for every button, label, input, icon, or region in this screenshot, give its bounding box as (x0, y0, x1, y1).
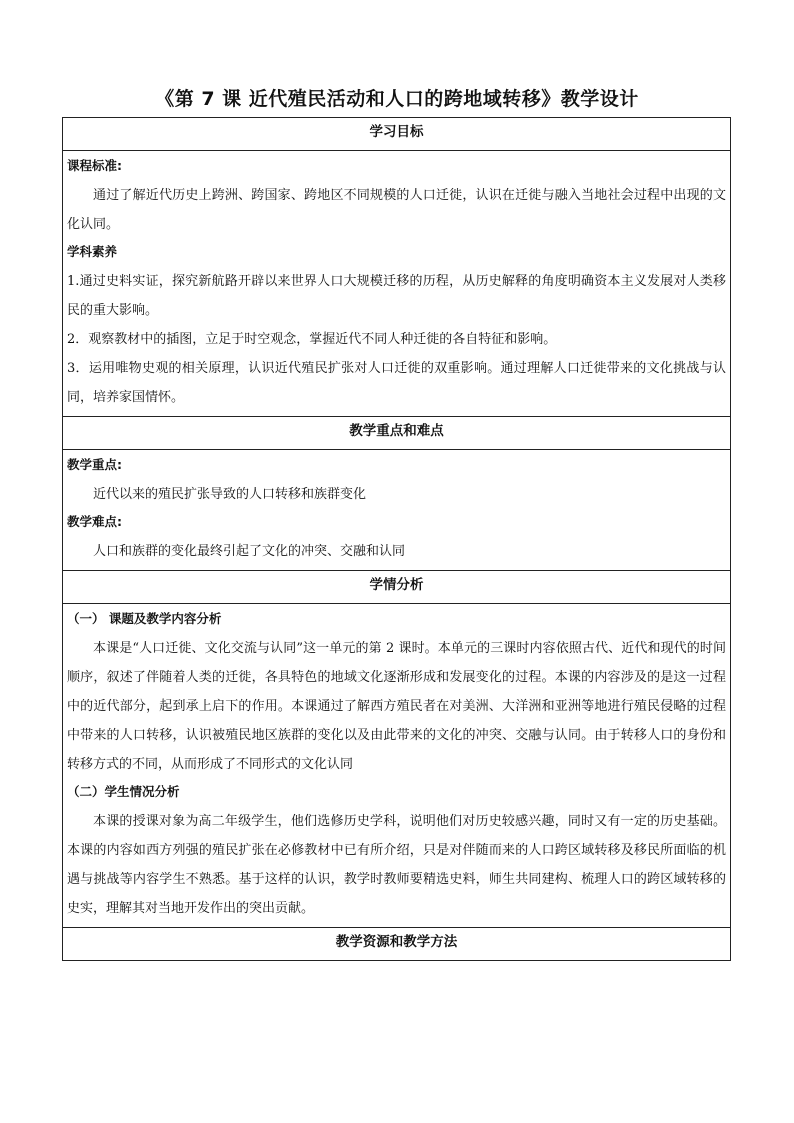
literacy-item: 1.通过史料实证，探究新航路开辟以来世界人口大规模迁移的历程，从历史解释的角度明确资本主义发展对人类移民的重大影响。 (67, 274, 726, 318)
objectives-cell (63, 151, 731, 417)
section-header-analysis: 学情分析 (63, 571, 731, 604)
teaching-difficulty-text: 人口和族群的变化最终引起了文化的冲突、交融和认同 (93, 544, 406, 559)
student-analysis-text: 本课的授课对象为高二年级学生，他们选修历史学科，说明他们对历史较感兴趣，同时又有一定的历史基础。本课的内容如西方列强的殖民扩张在必修教材中已有所介绍，只是对伴随而来的人口跨区域转移及移民所面临的机遇与挑战等内容学生不熟悉。基于这样的认识，教学时教师要精选史料，师生共同建构、梳理人口的跨区域转移的史实，理解其对当地开发作出的突出贡献。 (67, 814, 726, 916)
curriculum-standard-text: 通过了解近代历史上跨洲、跨国家、跨地区不同规模的人口迁徙，认识在迁徙与融入当地社会过程中出现的文化认同。 (67, 188, 726, 232)
teaching-focus-label: 教学重点: (67, 457, 122, 472)
section-header-resources-methods: 教学资源和教学方法 (63, 928, 731, 961)
document-title: 《第 7 课 近代殖民活动和人口的跨地域转移》教学设计 (155, 88, 639, 110)
teaching-focus-text: 近代以来的殖民扩张导致的人口转移和族群变化 (93, 487, 367, 502)
content-analysis-text: 本课是“人口迁徙、文化交流与认同”这一单元的第 2 课时。本单元的三课时内容依照古代、近代和现代的时间顺序，叙述了伴随着人类的迁徙，各具特色的地域文化逐渐形成和发展变化的过程。本课的内容涉及的是这一过程中的近代部分，起到承上启下的作用。本课通过了解西方殖民者在对美洲、大洋洲和亚洲等地进行殖民侵略的过程中带来的人口转移，认识被殖民地区族群的变化以及由此带来的文化的冲突、交融与认同。由于转移人口的身份和转移方式的不同，从而形成了不同形式的文化认同 (67, 641, 726, 772)
analysis-cell (63, 604, 731, 928)
literacy-item: 2．观察教材中的插图，立足于时空观念，掌握近代不同人种迁徙的各自特征和影响。 (67, 332, 557, 347)
content-analysis-label: （一） 课题及教学内容分析 (67, 611, 222, 626)
literacy-item: 3．运用唯物史观的相关原理，认识近代殖民扩张对人口迁徙的双重影响。通过理解人口迁徙带来的文化挑战与认同，培养家国情怀。 (67, 361, 726, 405)
key-points-cell (63, 450, 731, 571)
teaching-difficulty-label: 教学难点: (67, 514, 122, 529)
section-header-objectives: 学习目标 (63, 118, 731, 151)
section-header-key-points: 教学重点和难点 (63, 417, 731, 450)
student-analysis-label: （二）学生情况分析 (67, 784, 180, 799)
lesson-plan-table (62, 117, 731, 961)
curriculum-standard-label: 课程标准: (67, 158, 122, 173)
subject-literacy-label: 学科素养 (67, 244, 118, 259)
